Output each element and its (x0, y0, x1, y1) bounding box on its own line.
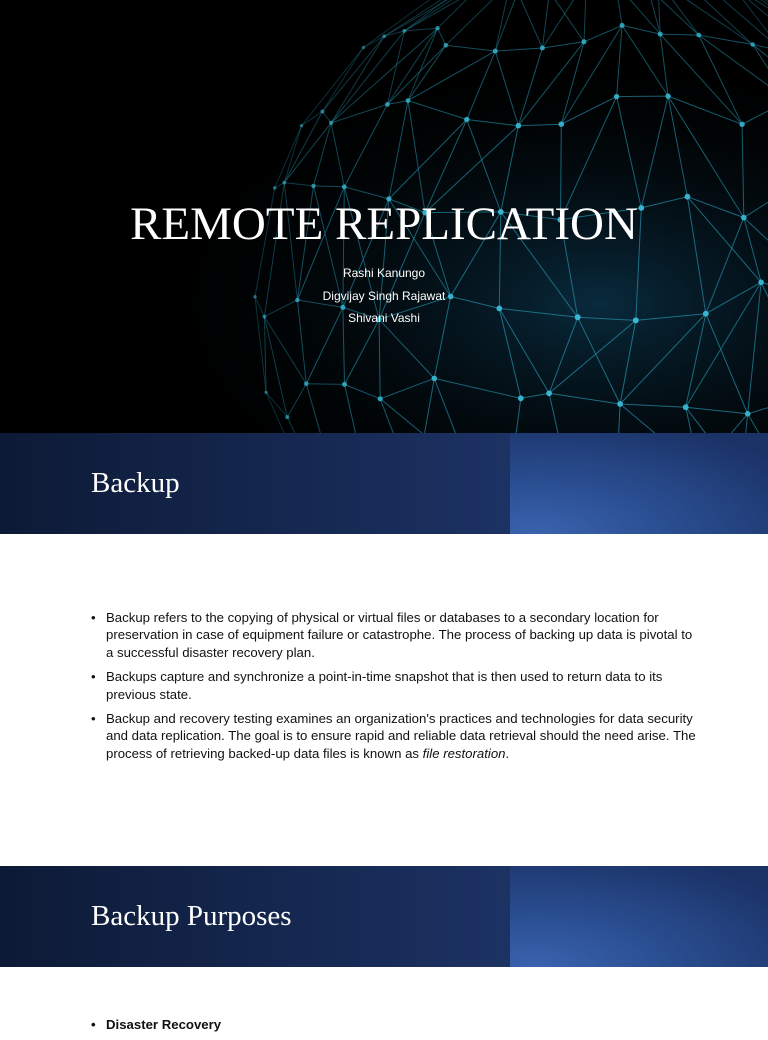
bullet-item: • Disaster Recovery (91, 1016, 701, 1033)
author-name: Rashi Kanungo (342, 266, 426, 280)
author-name: Digvijay Singh Rajawat (322, 288, 446, 303)
backup-header-bar (0, 433, 768, 534)
author-name: Shivani Vashi (348, 311, 420, 325)
bullet-item: • Backup refers to the copying of physical or virtual files or databases to a secondary location for preservation in case of equipment failure or catastrophe. The process of backing up data is pivotal to a successful disaster recovery plan. (91, 609, 701, 661)
bullet-item: • Backups capture and synchronize a point-in-time snapshot that is then used to return data to its previous state. (91, 668, 701, 703)
purposes-bullet-list (91, 1016, 701, 1040)
title-block (0, 0, 768, 433)
title-slide (0, 0, 768, 433)
author-list (0, 262, 768, 330)
backup-purposes-content (0, 967, 768, 1032)
header-accent-panel (510, 866, 768, 967)
presentation-title: REMOTE REPLICATION (130, 198, 638, 250)
backup-purposes-heading: Backup Purposes (91, 900, 292, 932)
backup-purposes-header-bar (0, 866, 768, 967)
backup-bullet-list (91, 609, 701, 769)
bullet-item: • Backup and recovery testing examines an organization's practices and technologies for data security and data replication. The goal is to ensure rapid and reliable data retrieval should the need arise. The process of retrieving backed-up data files is known as file restoration. (91, 710, 701, 762)
emphasized-term: file restoration (422, 745, 506, 761)
header-accent-panel (510, 433, 768, 534)
backup-heading: Backup (91, 467, 180, 499)
backup-content (0, 534, 768, 866)
